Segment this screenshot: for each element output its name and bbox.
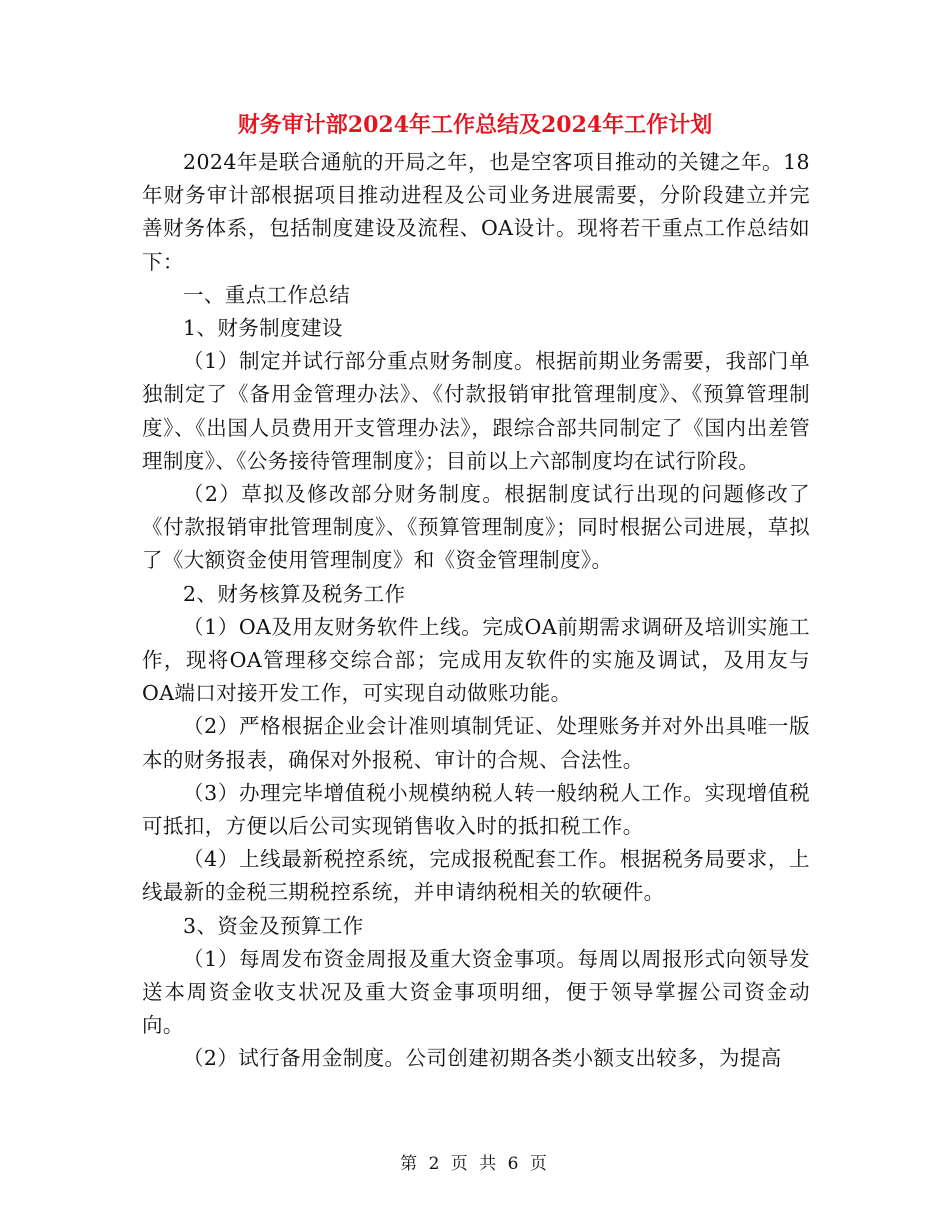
paragraph-item: （4）上线最新税控系统，完成报税配套工作。根据税务局要求，上线最新的金税三期税控系统，并申请纳税相关的软硬件。	[142, 847, 810, 905]
paragraph-item: （3）办理完毕增值税小规模纳税人转一般纳税人工作。实现增值税可抵扣，方便以后公司实现销售收入时的抵扣税工作。	[142, 780, 810, 839]
document-body	[142, 146, 810, 1076]
subsection-heading-2: 2、财务核算及税务工作	[183, 581, 406, 606]
paragraph-item: （2）草拟及修改部分财务制度。根据制度试行出现的问题修改了《付款报销审批管理制度》、《预算管理制度》；同时根据公司进展，草拟了《大额资金使用管理制度》和《资金管理制度》。	[142, 482, 810, 573]
section-heading-1: 一、重点工作总结	[183, 282, 351, 307]
document-title: 财务审计部2024年工作总结及2024年工作计划	[237, 112, 713, 138]
page-number-footer: 第 2 页 共 6 页	[400, 1154, 550, 1174]
subsection-heading-3: 3、资金及预算工作	[183, 913, 364, 938]
paragraph-item: （2）试行备用金制度。公司创建初期各类小额支出较多，为提高	[183, 1046, 782, 1071]
subsection-heading-1: 1、财务制度建设	[183, 316, 343, 341]
paragraph-item: （1）制定并试行部分重点财务制度。根据前期业务需要，我部门单独制定了《备用金管理办法》、《付款报销审批管理制度》、《预算管理制度》、《出国人员费用开支管理办法》，跟综合部共同制定了《国内出差管理制度》、《公务接待管理制度》；目前以上六部制度均在试行阶段。	[142, 349, 810, 473]
paragraph-item: （1）OA及用友财务软件上线。完成OA前期需求调研及培训实施工作，现将OA管理移交综合部；完成用友软件的实施及调试，及用友与OA端口对接开发工作，可实现自动做账功能。	[142, 614, 810, 706]
paragraph-item: （1）每周发布资金周报及重大资金事项。每周以周报形式向领导发送本周资金收支状况及重大资金事项明细，便于领导掌握公司资金动向。	[142, 946, 810, 1038]
paragraph-intro: 2024年是联合通航的开局之年，也是空客项目推动的关键之年。18年财务审计部根据项目推动进程及公司业务进展需要，分阶段建立并完善财务体系，包括制度建设及流程、OA设计。现将若干重点工作总结如下：	[142, 150, 810, 274]
paragraph-item: （2）严格根据企业会计准则填制凭证、处理账务并对外出具唯一版本的财务报表，确保对外报税、审计的合规、合法性。	[142, 714, 810, 772]
